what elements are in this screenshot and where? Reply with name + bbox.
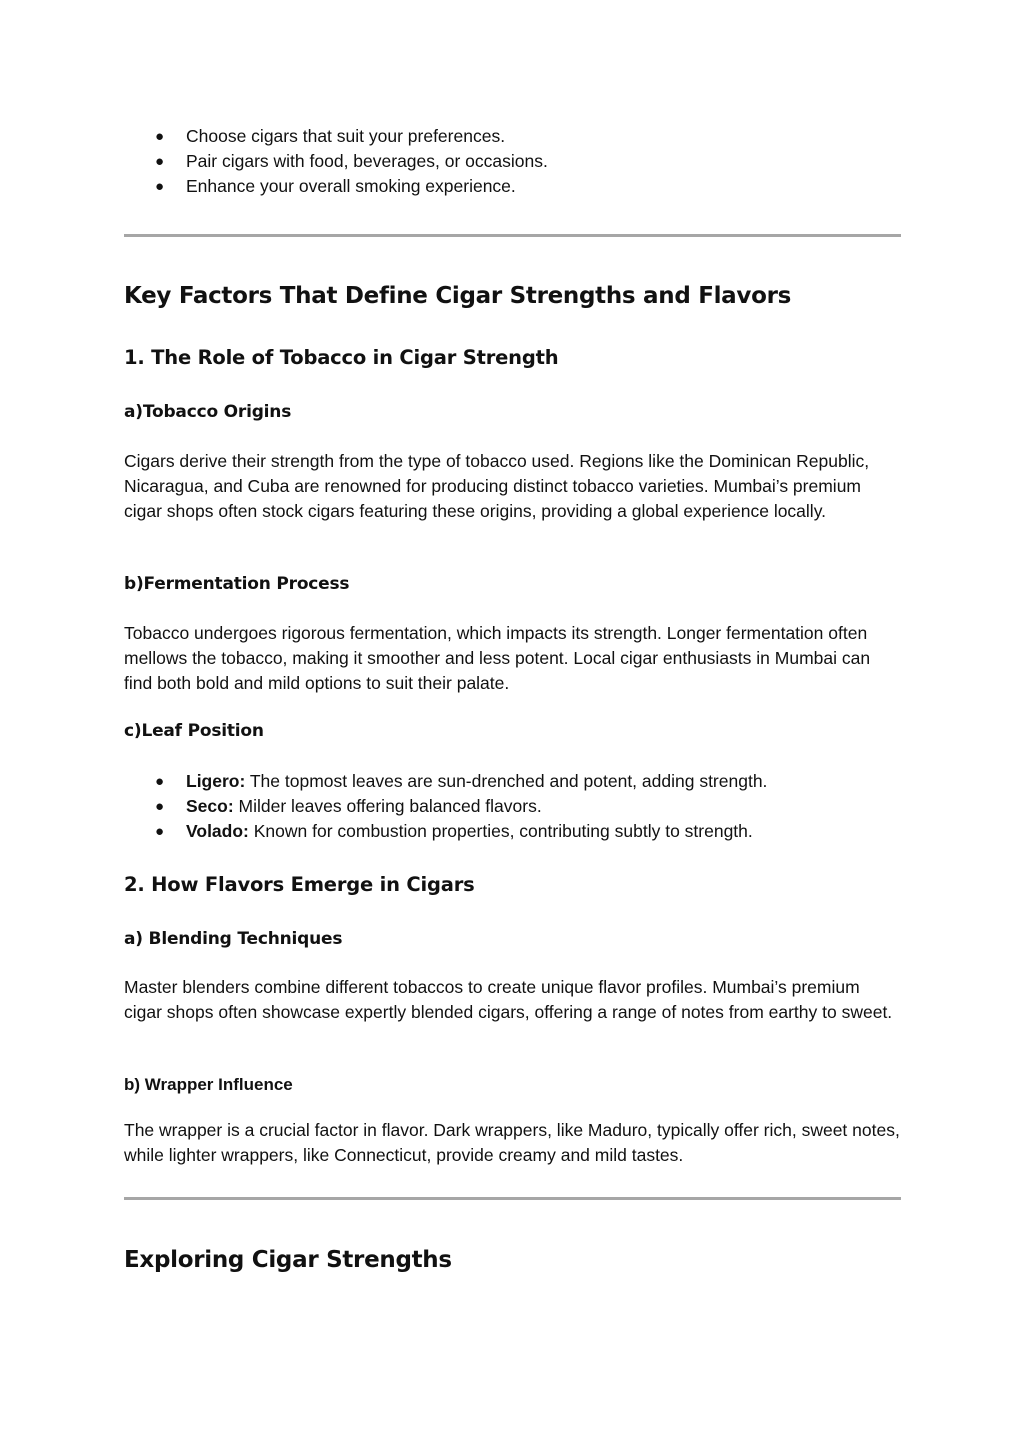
bullet-icon: ●: [155, 823, 165, 840]
list-item: [124, 794, 767, 819]
list-item-text: The topmost leaves are sun-drenched and potent, adding strength.: [245, 771, 768, 791]
bullet-icon: ●: [155, 178, 165, 195]
heading-fermentation-process: b)Fermentation Process: [124, 574, 350, 594]
subsection-heading-flavors: 2. How Flavors Emerge in Cigars: [124, 873, 475, 896]
paragraph-wrapper-influence: The wrapper is a crucial factor in flavor. Dark wrappers, like Maduro, typically offer rich, sweet notes, while lighter wrappers, like Connecticut, provide creamy and mild tastes.: [124, 1120, 900, 1165]
horizontal-divider: [124, 234, 901, 237]
bullet-icon: ●: [155, 128, 165, 145]
list-item-text: Choose cigars that suit your preferences.: [186, 126, 506, 146]
subsection-heading-tobacco-role: 1. The Role of Tobacco in Cigar Strength: [124, 346, 559, 369]
list-item-term: Volado:: [186, 821, 249, 841]
section-heading-exploring: Exploring Cigar Strengths: [124, 1247, 452, 1273]
list-item: [124, 174, 548, 199]
list-item-term: Seco:: [186, 796, 234, 816]
heading-leaf-position: c)Leaf Position: [124, 721, 264, 741]
list-item-term: Ligero:: [186, 771, 246, 791]
bullet-icon: ●: [155, 153, 165, 170]
list-item-text: Milder leaves offering balanced flavors.: [233, 796, 542, 816]
intro-bullet-list: [124, 124, 548, 199]
horizontal-divider: [124, 1197, 901, 1200]
list-item-text: Enhance your overall smoking experience.: [186, 176, 516, 196]
list-item-text: Pair cigars with food, beverages, or occasions.: [186, 151, 548, 171]
section-heading-key-factors: Key Factors That Define Cigar Strengths and Flavors: [124, 283, 792, 309]
paragraph-fermentation-process: Tobacco undergoes rigorous fermentation, which impacts its strength. Longer fermentation often mellows the tobacco, making it smoother and less potent. Local cigar enthusiasts in Mumbai can find both bold and mild options to suit their palate.: [124, 623, 871, 693]
list-item-text: Known for combustion properties, contributing subtly to strength.: [248, 821, 753, 841]
bullet-icon: ●: [155, 798, 165, 815]
paragraph-tobacco-origins: Cigars derive their strength from the type of tobacco used. Regions like the Dominican Republic, Nicaragua, and Cuba are renowned for producing distinct tobacco varieties. Mumbai’s premium cigar shops often stock cigars featuring these origins, providing a global experience locally.: [124, 451, 870, 521]
list-item: [124, 819, 767, 844]
bullet-icon: ●: [155, 773, 165, 790]
paragraph-blending-techniques: Master blenders combine different tobaccos to create unique flavor profiles. Mumbai’s premium cigar shops often showcase expertly blended cigars, offering a range of notes from earthy to sweet.: [124, 977, 893, 1022]
list-item: [124, 769, 767, 794]
leaf-position-list: [124, 769, 767, 844]
heading-wrapper-influence: b) Wrapper Influence: [124, 1075, 293, 1094]
list-item: [124, 124, 548, 149]
heading-tobacco-origins: a)Tobacco Origins: [124, 402, 292, 422]
list-item: [124, 149, 548, 174]
heading-blending-techniques: a) Blending Techniques: [124, 929, 343, 949]
